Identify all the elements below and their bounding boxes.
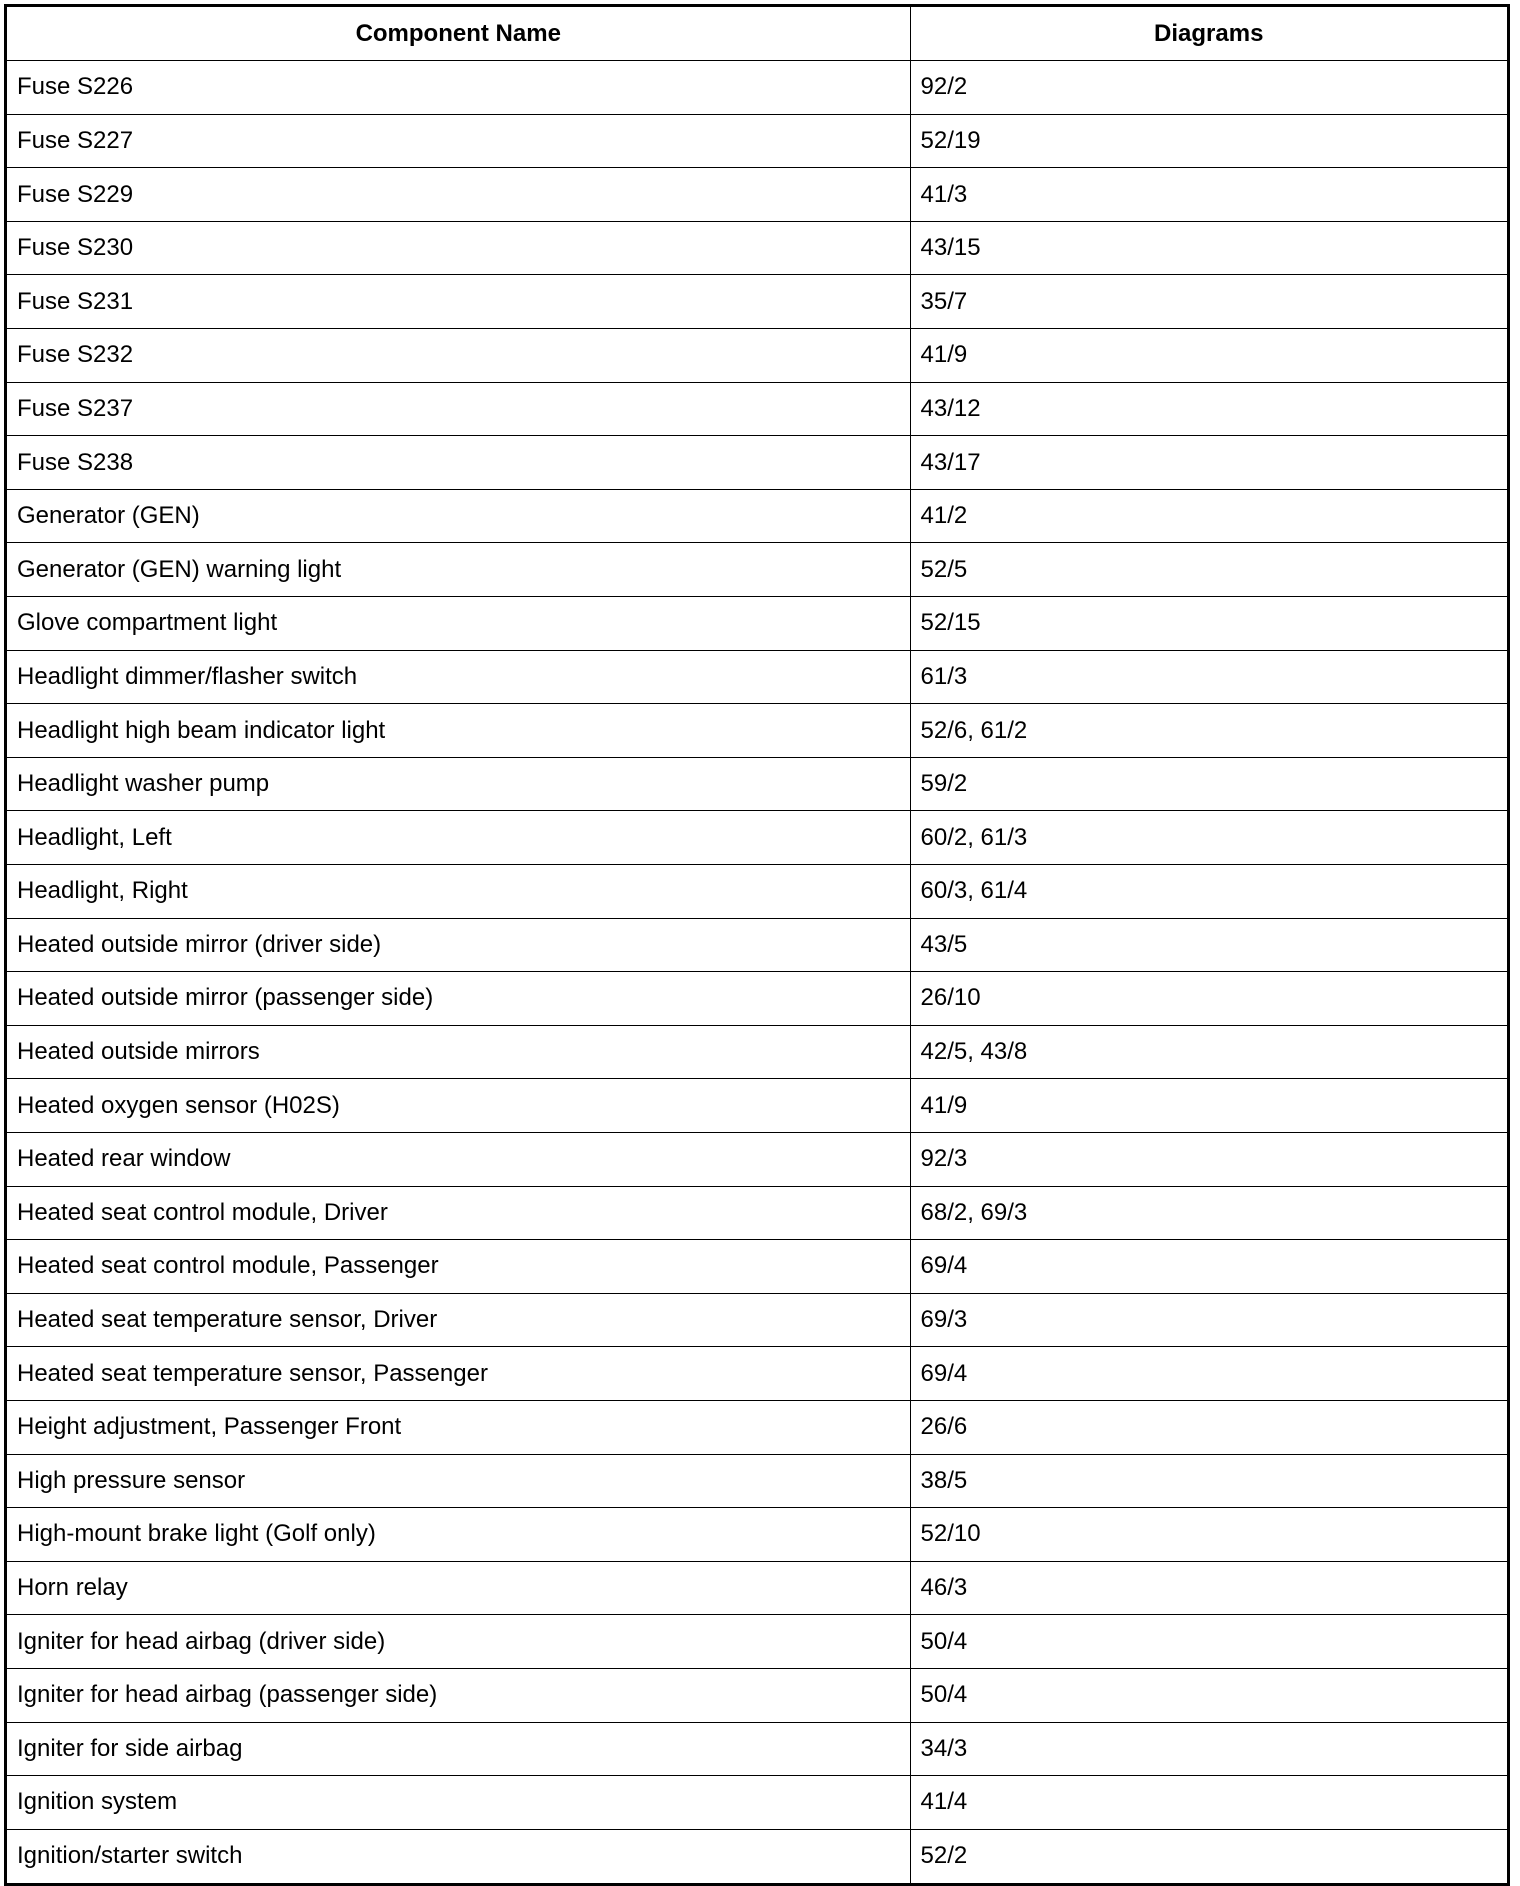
- component-name-cell: High pressure sensor: [7, 1454, 910, 1508]
- table-row: [7, 865, 1507, 919]
- component-name-cell: Ignition system: [7, 1776, 910, 1830]
- component-name-cell: Fuse S232: [7, 329, 910, 383]
- table-row: [7, 61, 1507, 115]
- column-header-diagrams: Diagrams: [910, 7, 1507, 61]
- diagrams-cell: 52/10: [910, 1508, 1507, 1562]
- diagrams-cell: 92/2: [910, 61, 1507, 115]
- component-name-cell: Heated outside mirror (driver side): [7, 918, 910, 972]
- table-header-row: [7, 7, 1507, 61]
- diagrams-cell: 43/5: [910, 918, 1507, 972]
- diagrams-cell: 41/2: [910, 489, 1507, 543]
- diagrams-cell: 41/9: [910, 329, 1507, 383]
- diagrams-cell: 52/2: [910, 1829, 1507, 1883]
- column-header-component-name: Component Name: [7, 7, 910, 61]
- table-row: [7, 650, 1507, 704]
- diagrams-cell: 46/3: [910, 1561, 1507, 1615]
- table-row: [7, 1829, 1507, 1883]
- component-name-cell: Generator (GEN) warning light: [7, 543, 910, 597]
- table-row: [7, 704, 1507, 758]
- diagrams-cell: 38/5: [910, 1454, 1507, 1508]
- table-row: [7, 1347, 1507, 1401]
- diagrams-cell: 43/17: [910, 436, 1507, 490]
- table-row: [7, 597, 1507, 651]
- table-row: [7, 757, 1507, 811]
- diagrams-cell: 26/10: [910, 972, 1507, 1026]
- diagrams-cell: 69/3: [910, 1293, 1507, 1347]
- component-name-cell: Headlight washer pump: [7, 757, 910, 811]
- diagrams-cell: 34/3: [910, 1722, 1507, 1776]
- diagrams-cell: 61/3: [910, 650, 1507, 704]
- component-name-cell: Fuse S238: [7, 436, 910, 490]
- table-row: [7, 1132, 1507, 1186]
- diagrams-cell: 41/3: [910, 168, 1507, 222]
- component-name-cell: Fuse S237: [7, 382, 910, 436]
- diagrams-cell: 69/4: [910, 1240, 1507, 1294]
- diagrams-cell: 50/4: [910, 1668, 1507, 1722]
- diagrams-cell: 52/15: [910, 597, 1507, 651]
- table-row: [7, 221, 1507, 275]
- diagrams-cell: 50/4: [910, 1615, 1507, 1669]
- diagrams-cell: 52/5: [910, 543, 1507, 597]
- table-row: [7, 1776, 1507, 1830]
- component-name-cell: Heated rear window: [7, 1132, 910, 1186]
- component-name-cell: High-mount brake light (Golf only): [7, 1508, 910, 1562]
- table-row: [7, 114, 1507, 168]
- component-name-cell: Glove compartment light: [7, 597, 910, 651]
- component-name-cell: Headlight dimmer/flasher switch: [7, 650, 910, 704]
- component-name-cell: Fuse S231: [7, 275, 910, 329]
- diagrams-cell: 52/6, 61/2: [910, 704, 1507, 758]
- component-name-cell: Fuse S230: [7, 221, 910, 275]
- component-name-cell: Headlight, Left: [7, 811, 910, 865]
- component-name-cell: Fuse S226: [7, 61, 910, 115]
- diagrams-cell: 69/4: [910, 1347, 1507, 1401]
- component-name-cell: Heated oxygen sensor (H02S): [7, 1079, 910, 1133]
- diagrams-cell: 52/19: [910, 114, 1507, 168]
- table-row: [7, 329, 1507, 383]
- component-name-cell: Igniter for head airbag (driver side): [7, 1615, 910, 1669]
- table-row: [7, 1079, 1507, 1133]
- table-row: [7, 1240, 1507, 1294]
- table-row: [7, 543, 1507, 597]
- table-row: [7, 1293, 1507, 1347]
- diagrams-cell: 60/2, 61/3: [910, 811, 1507, 865]
- component-name-cell: Heated seat temperature sensor, Passenger: [7, 1347, 910, 1401]
- table-row: [7, 1508, 1507, 1562]
- diagrams-cell: 26/6: [910, 1400, 1507, 1454]
- component-name-cell: Igniter for head airbag (passenger side): [7, 1668, 910, 1722]
- diagrams-cell: 60/3, 61/4: [910, 865, 1507, 919]
- component-name-cell: Headlight high beam indicator light: [7, 704, 910, 758]
- table-row: [7, 489, 1507, 543]
- diagrams-cell: 43/12: [910, 382, 1507, 436]
- diagrams-cell: 43/15: [910, 221, 1507, 275]
- diagrams-cell: 42/5, 43/8: [910, 1025, 1507, 1079]
- table-row: [7, 1668, 1507, 1722]
- component-name-cell: Headlight, Right: [7, 865, 910, 919]
- component-name-cell: Heated seat temperature sensor, Driver: [7, 1293, 910, 1347]
- component-name-cell: Fuse S227: [7, 114, 910, 168]
- component-name-cell: Generator (GEN): [7, 489, 910, 543]
- component-diagram-table: [7, 7, 1507, 1883]
- table-row: [7, 1615, 1507, 1669]
- diagrams-cell: 35/7: [910, 275, 1507, 329]
- component-name-cell: Heated outside mirrors: [7, 1025, 910, 1079]
- diagrams-cell: 92/3: [910, 1132, 1507, 1186]
- table-row: [7, 1561, 1507, 1615]
- component-name-cell: Horn relay: [7, 1561, 910, 1615]
- component-name-cell: Fuse S229: [7, 168, 910, 222]
- table-row: [7, 1454, 1507, 1508]
- table-row: [7, 436, 1507, 490]
- table-row: [7, 382, 1507, 436]
- table-row: [7, 1722, 1507, 1776]
- table-row: [7, 275, 1507, 329]
- component-name-cell: Heated seat control module, Driver: [7, 1186, 910, 1240]
- table-body: [7, 61, 1507, 1883]
- table-row: [7, 972, 1507, 1026]
- component-name-cell: Ignition/starter switch: [7, 1829, 910, 1883]
- table-row: [7, 918, 1507, 972]
- table-row: [7, 1400, 1507, 1454]
- component-name-cell: Heated outside mirror (passenger side): [7, 972, 910, 1026]
- table-row: [7, 811, 1507, 865]
- diagrams-cell: 41/9: [910, 1079, 1507, 1133]
- diagrams-cell: 68/2, 69/3: [910, 1186, 1507, 1240]
- diagrams-cell: 41/4: [910, 1776, 1507, 1830]
- component-name-cell: Igniter for side airbag: [7, 1722, 910, 1776]
- component-table-frame: [4, 4, 1510, 1886]
- component-name-cell: Heated seat control module, Passenger: [7, 1240, 910, 1294]
- table-row: [7, 168, 1507, 222]
- table-row: [7, 1186, 1507, 1240]
- diagrams-cell: 59/2: [910, 757, 1507, 811]
- table-row: [7, 1025, 1507, 1079]
- component-name-cell: Height adjustment, Passenger Front: [7, 1400, 910, 1454]
